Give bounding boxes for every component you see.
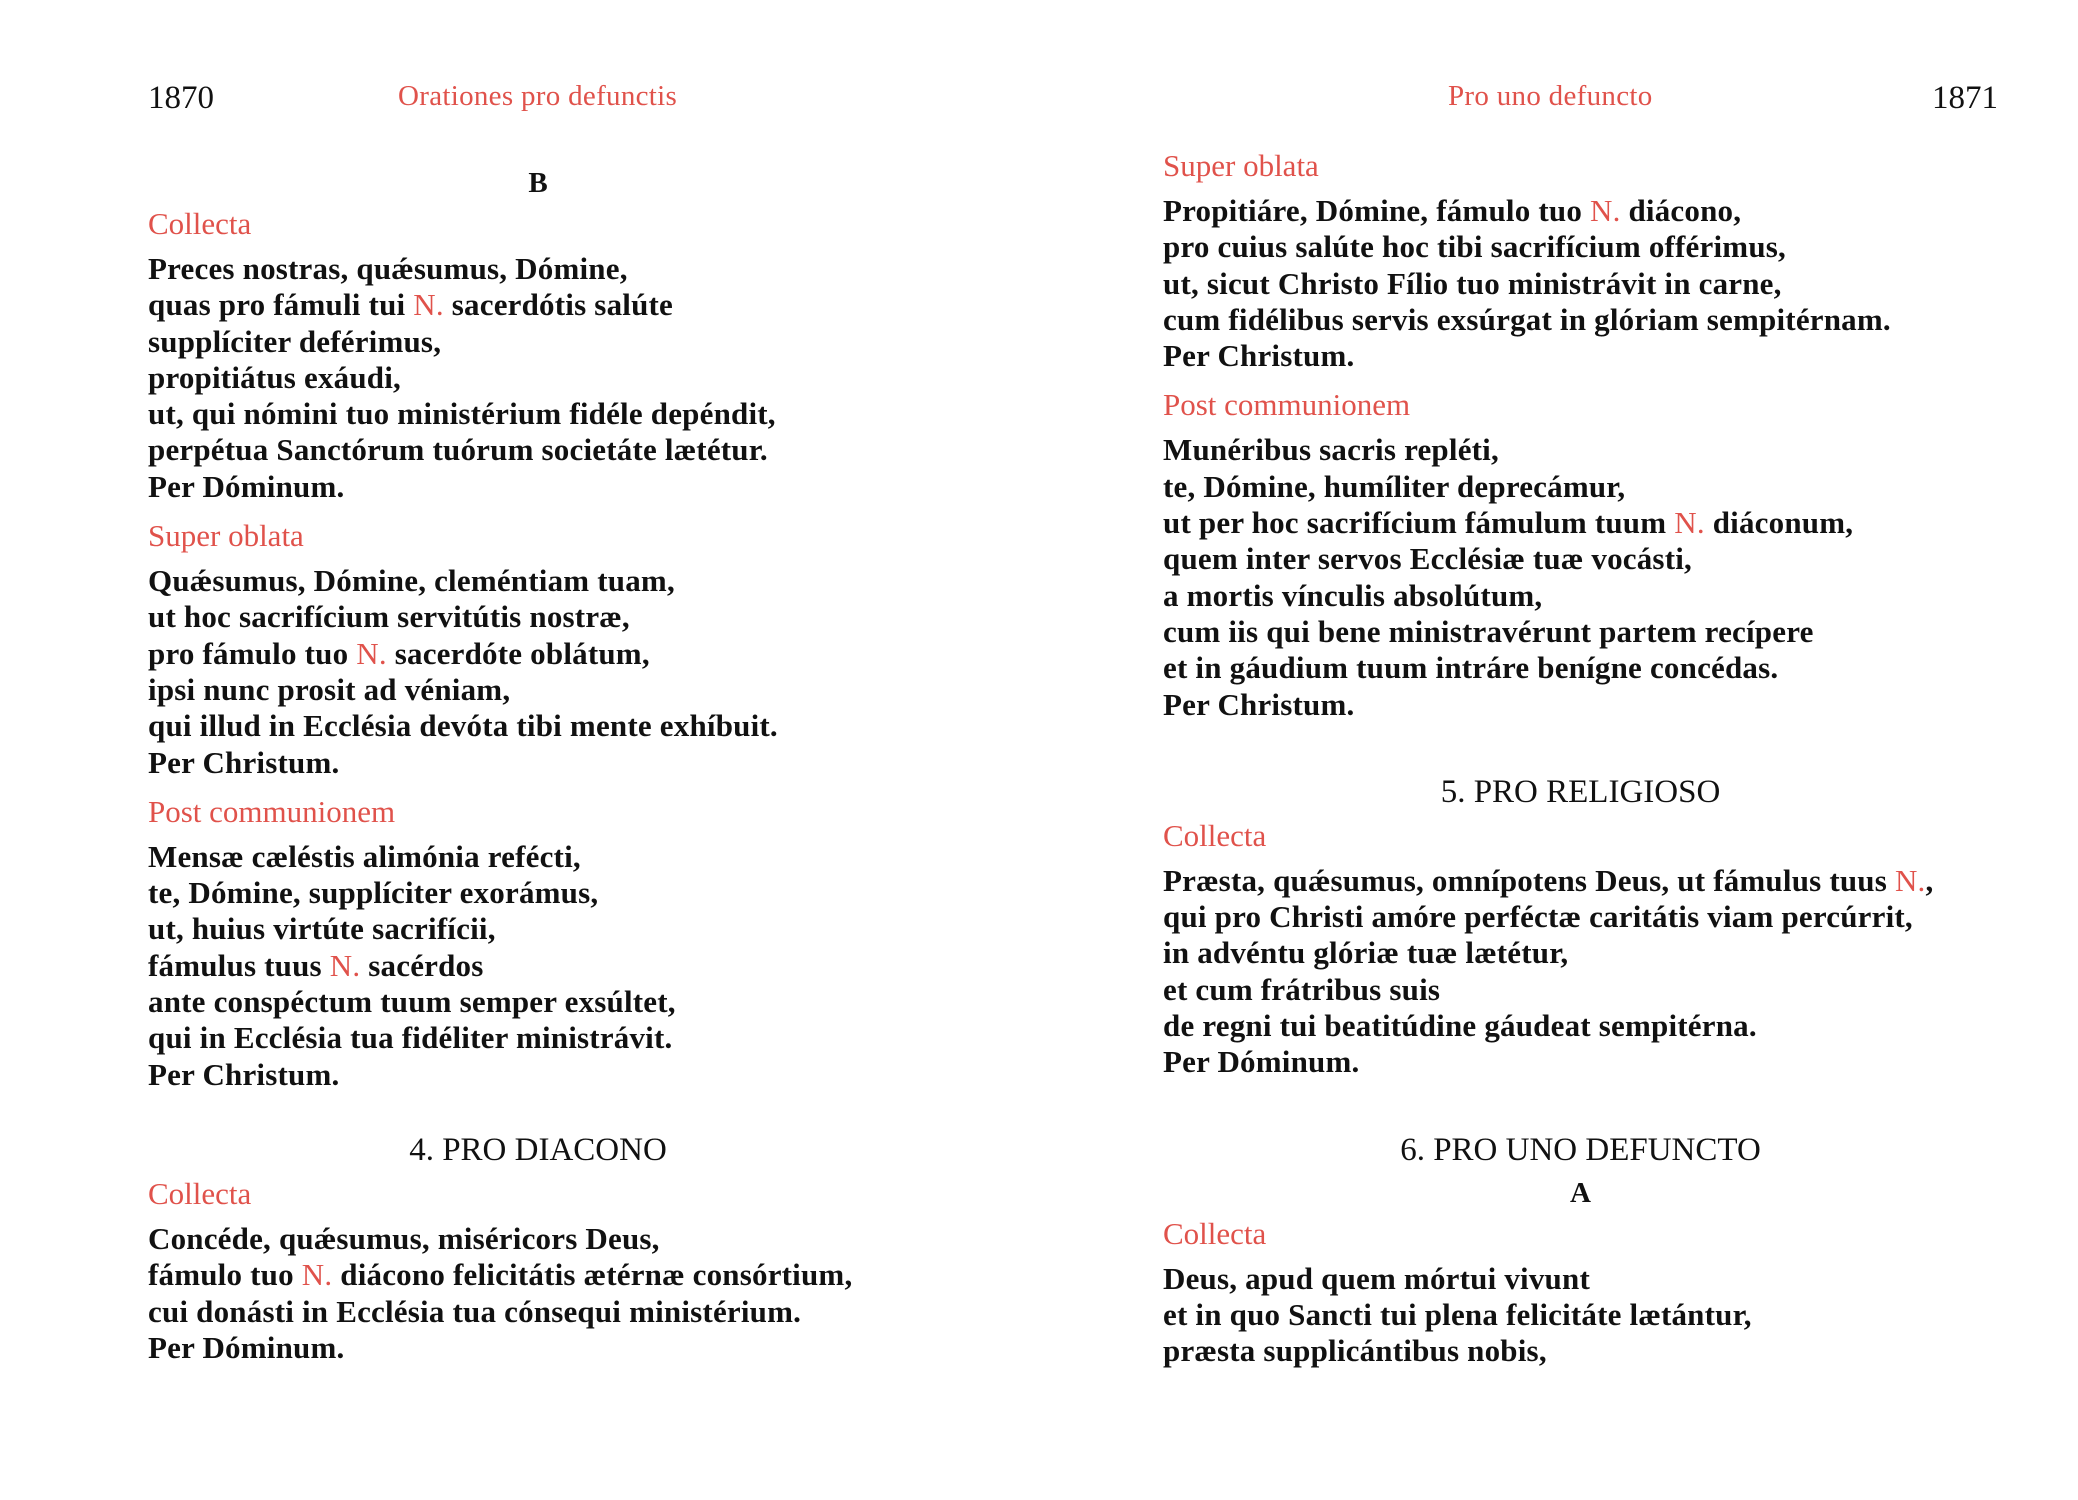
prayer-line xyxy=(1163,935,1998,971)
prayer-line xyxy=(148,672,928,708)
prayer-line xyxy=(148,287,928,323)
name-placeholder: N. xyxy=(356,635,387,671)
prayer-line xyxy=(1163,229,1998,265)
line-text: ut, qui nómini tuo ministérium fidéle depéndit, xyxy=(148,396,776,432)
line-text: fámulus tuus xyxy=(148,947,330,983)
prayer-line xyxy=(148,708,928,744)
prayer-line xyxy=(1163,899,1998,935)
name-placeholder: N. xyxy=(1589,193,1621,228)
section-heading: 4. PRO DIACONO xyxy=(409,1131,667,1168)
prayer-line xyxy=(148,636,928,672)
prayer-line xyxy=(1163,505,1998,541)
line-text: pro cuius salúte hoc tibi sacrifícium offérimus, xyxy=(1163,229,1786,265)
rubric-collecta: Collecta xyxy=(1163,1215,1267,1251)
prayer-line xyxy=(1163,469,1998,505)
name-placeholder: N. xyxy=(301,1257,333,1293)
page-body xyxy=(1163,147,1998,1382)
line-text: propitiátus exáudi, xyxy=(148,359,402,395)
line-text: ante conspéctum tuum semper exsúltet, xyxy=(148,984,676,1020)
line-text: ut per hoc sacrifícium fámulum tuum xyxy=(1163,505,1675,541)
page-body xyxy=(148,165,928,1378)
rubric-collecta: Collecta xyxy=(1163,817,1267,853)
line-text: diácono, xyxy=(1620,193,1742,228)
prayer-line xyxy=(1163,1044,1998,1080)
line-text: et cum frátribus suis xyxy=(1163,971,1441,1007)
line-text: cui donásti in Ecclésia tua cónsequi ministérium. xyxy=(148,1293,802,1329)
prayer-line xyxy=(1163,650,1998,686)
line-text: , xyxy=(1925,862,1934,898)
prayer-text xyxy=(148,839,928,1093)
prayer-line xyxy=(1163,1297,1998,1333)
prayer-line xyxy=(1163,1333,1998,1369)
prayer-text xyxy=(148,251,928,505)
line-text: sacerdótis salúte xyxy=(443,287,674,323)
prayer-line xyxy=(148,324,928,360)
prayer-line xyxy=(1163,541,1998,577)
prayer-text xyxy=(1163,432,1998,722)
prayer-text xyxy=(1163,1261,1998,1370)
line-text: perpétua Sanctórum tuórum societáte lætétur. xyxy=(148,432,768,468)
prayer-line xyxy=(148,563,928,599)
line-text: diácono felicitátis ætérnæ consórtium, xyxy=(332,1257,853,1293)
line-text: Præsta, quǽsumus, omnípotens Deus, ut fámulus tuus xyxy=(1163,862,1895,898)
prayer-line xyxy=(148,432,928,468)
section-heading: 6. PRO UNO DEFUNCTO xyxy=(1400,1131,1761,1168)
line-text: Quǽsumus, Dómine, cleméntiam tuam, xyxy=(148,563,675,599)
prayer-line xyxy=(1163,1008,1998,1044)
running-title: Orationes pro defunctis xyxy=(398,80,678,112)
rubric-super-oblata: Super oblata xyxy=(1163,148,1319,183)
prayer-line xyxy=(1163,614,1998,650)
name-placeholder: N. xyxy=(1674,505,1705,541)
prayer-line xyxy=(148,1221,928,1257)
left-page xyxy=(148,0,928,1500)
prayer-line xyxy=(148,948,928,984)
line-text: quem inter servos Ecclésiæ tuæ vocásti, xyxy=(1163,541,1692,577)
line-text: Per Christum. xyxy=(148,744,340,780)
line-text: sacerdóte oblátum, xyxy=(386,635,650,671)
prayer-line xyxy=(1163,266,1998,302)
prayer-line xyxy=(148,1294,928,1330)
prayer-line xyxy=(148,360,928,396)
line-text: sacérdos xyxy=(360,947,484,983)
prayer-line xyxy=(1163,432,1998,468)
name-placeholder: N. xyxy=(329,947,361,983)
line-text: ut, sicut Christo Fílio tuo ministrávit in carne, xyxy=(1163,265,1782,301)
prayer-line xyxy=(148,1330,928,1366)
line-text: Deus, apud quem mórtui vivunt xyxy=(1163,1260,1590,1296)
prayer-text xyxy=(1163,193,1998,374)
line-text: qui pro Christi amóre perféctæ caritátis viam percúrrit, xyxy=(1163,899,1913,935)
prayer-line xyxy=(148,1057,928,1093)
prayer-line xyxy=(148,911,928,947)
prayer-line xyxy=(1163,578,1998,614)
prayer-line xyxy=(148,875,928,911)
prayer-line xyxy=(1163,302,1998,338)
prayer-line xyxy=(1163,1261,1998,1297)
line-text: præsta supplicántibus nobis, xyxy=(1163,1333,1547,1369)
line-text: cum iis qui bene ministravérunt partem recípere xyxy=(1163,613,1814,649)
prayer-text xyxy=(148,563,928,781)
prayer-line xyxy=(148,396,928,432)
line-text: a mortis vínculis absolútum, xyxy=(1163,577,1543,613)
line-text: qui illud in Ecclésia devóta tibi mente exhíbuit. xyxy=(148,708,778,744)
right-page xyxy=(1163,0,1998,1500)
line-text: Per Dóminum. xyxy=(148,468,345,504)
prayer-line xyxy=(148,745,928,781)
line-text: Concéde, quǽsumus, miséricors Deus, xyxy=(148,1220,660,1256)
prayer-line xyxy=(148,839,928,875)
line-text: pro fámulo tuo xyxy=(148,635,357,671)
line-text: ipsi nunc prosit ad véniam, xyxy=(148,671,511,707)
name-placeholder: N. xyxy=(1894,862,1926,898)
prayer-line xyxy=(148,984,928,1020)
form-letter: A xyxy=(1570,1176,1591,1209)
line-text: qui in Ecclésia tua fidéliter ministrávit. xyxy=(148,1020,673,1056)
line-text: Per Christum. xyxy=(148,1056,340,1092)
prayer-line xyxy=(1163,863,1998,899)
prayer-text xyxy=(148,1221,928,1366)
line-text: Munéribus sacris repléti, xyxy=(1163,432,1499,468)
page-number: 1871 xyxy=(1932,80,1998,116)
rubric-post-communionem: Post communionem xyxy=(148,793,396,829)
line-text: Mensæ cæléstis alimónia refécti, xyxy=(148,838,581,874)
prayer-line xyxy=(1163,193,1998,229)
line-text: Per Christum. xyxy=(1163,686,1355,722)
name-placeholder: N. xyxy=(413,287,444,323)
line-text: te, Dómine, supplíciter exorámus, xyxy=(148,875,599,911)
running-head xyxy=(1163,80,1998,120)
line-text: fámulo tuo xyxy=(148,1257,302,1293)
prayer-line xyxy=(148,1257,928,1293)
section-heading: 5. PRO RELIGIOSO xyxy=(1440,773,1721,810)
line-text: ut, huius virtúte sacrifícii, xyxy=(148,911,496,947)
line-text: et in quo Sancti tui plena felicitáte lætántur, xyxy=(1163,1296,1752,1332)
prayer-line xyxy=(148,469,928,505)
line-text: ut hoc sacrifícium servitútis nostræ, xyxy=(148,599,630,635)
prayer-line xyxy=(1163,687,1998,723)
line-text: Per Dóminum. xyxy=(1163,1044,1360,1080)
prayer-text xyxy=(1163,863,1998,1081)
rubric-collecta: Collecta xyxy=(148,206,252,241)
line-text: Per Dóminum. xyxy=(148,1329,345,1365)
line-text: supplíciter deférimus, xyxy=(148,323,442,359)
line-text: cum fidélibus servis exsúrgat in glóriam sempitérnam. xyxy=(1163,301,1891,337)
prayer-line xyxy=(1163,338,1998,374)
prayer-line xyxy=(148,251,928,287)
page-number: 1870 xyxy=(148,80,214,116)
rubric-collecta: Collecta xyxy=(148,1175,252,1211)
line-text: et in gáudium tuum intráre benígne concédas. xyxy=(1163,650,1779,686)
line-text: in advéntu glóriæ tuæ lætétur, xyxy=(1163,935,1569,971)
line-text: Propitiáre, Dómine, fámulo tuo xyxy=(1163,193,1590,228)
prayer-line xyxy=(1163,972,1998,1008)
line-text: Per Christum. xyxy=(1163,338,1355,374)
form-letter: B xyxy=(528,167,548,199)
rubric-post-communionem: Post communionem xyxy=(1163,387,1411,423)
line-text: de regni tui beatitúdine gáudeat sempitérna. xyxy=(1163,1008,1757,1044)
prayer-line xyxy=(148,1020,928,1056)
prayer-line xyxy=(148,599,928,635)
line-text: Preces nostras, quǽsumus, Dómine, xyxy=(148,251,628,286)
line-text: diáconum, xyxy=(1704,505,1854,541)
running-head xyxy=(148,80,928,120)
rubric-super-oblata: Super oblata xyxy=(148,518,304,554)
line-text: quas pro fámuli tui xyxy=(148,287,414,323)
line-text: te, Dómine, humíliter deprecámur, xyxy=(1163,468,1626,504)
running-title: Pro uno defuncto xyxy=(1448,80,1653,112)
